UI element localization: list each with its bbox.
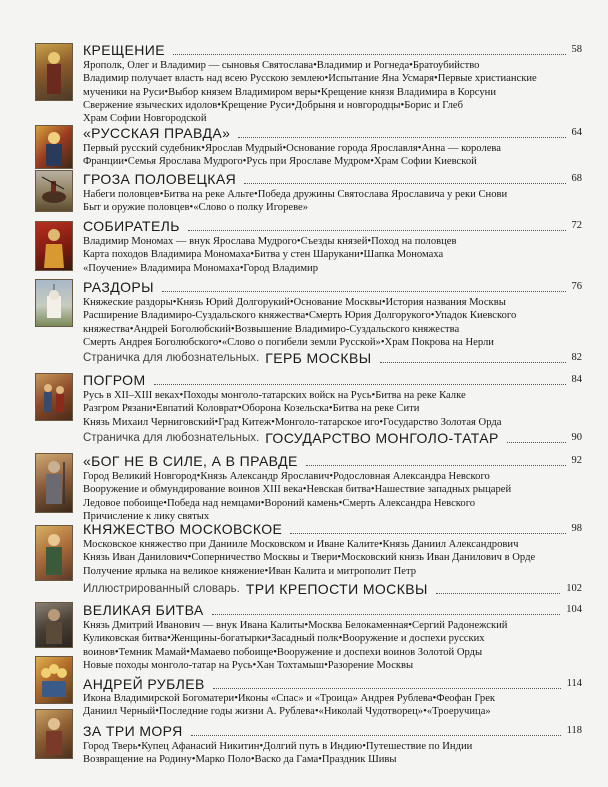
- dot-leader: [238, 136, 565, 138]
- topic-line: Князь Дмитрий Иванович — внук Ивана Калиты•Москва Белокаменная•Сергий Радонежский: [83, 620, 508, 631]
- toc-entry-heading[interactable]: [83, 453, 582, 469]
- topic-line: Московское княжество при Данииле Московском и Иване Калите•Князь Даниил Александрович: [83, 539, 519, 550]
- page-number: 114: [566, 678, 582, 689]
- horseman-thumbnail: [35, 170, 73, 212]
- moscow-thumbnail: [35, 525, 73, 581]
- topic-line: мученики на Руси•Выбор князем Владимиром веры•Крещение князя Владимира в Корсуни: [83, 86, 496, 98]
- topic-line: Ледовое побоище•Победа над немцами•Вороний камень•Смерть Александра Невского: [83, 497, 476, 509]
- chapter-title[interactable]: ВЕЛИКАЯ БИТВА: [83, 602, 204, 618]
- knight-icon: [36, 454, 72, 512]
- toc-entry-heading[interactable]: [83, 372, 582, 388]
- dot-leader: [436, 592, 560, 594]
- topic-line: Владимир получает власть над всею Русскою землею•Испытание Яна Усмаря•Первые христианские: [83, 73, 537, 85]
- topic-line: Расширение Владимиро-Суздальского княжества•Смерть Юрия Долгорукого•Упадок Киевского: [83, 310, 517, 322]
- topic-line: Разгром Рязани•Евпатий Коловрат•Оборона Козельска•Битва на реке Сити: [83, 403, 420, 415]
- chapter-title[interactable]: ТРИ КРЕПОСТИ МОСКВЫ: [245, 581, 428, 597]
- page-number: 84: [571, 374, 582, 385]
- topic-line: Первый русский судебник•Ярослав Мудрый•Основание города Ярославля•Анна — королева: [83, 143, 501, 154]
- chapter-title[interactable]: ЗА ТРИ МОРЯ: [83, 723, 183, 739]
- chapter-title[interactable]: ГОСУДАРСТВО МОНГОЛО-ТАТАР: [265, 430, 499, 446]
- page-number: 72: [571, 220, 582, 231]
- topic-line: Храм Софии Новгородской: [83, 113, 207, 125]
- battle-thumbnail: [35, 602, 73, 648]
- prince-figure-icon: [36, 222, 72, 270]
- dot-leader: [188, 229, 566, 231]
- topic-line: Новые походы монголо-татар на Русь•Хан Тохтамыш•Разорение Москвы: [83, 659, 414, 671]
- topic-line: Город Тверь•Купец Афанасий Никитин•Долгий путь в Индию•Путешествие по Индии: [83, 741, 473, 752]
- topic-line: Город Великий Новгород•Князь Александр Ярославич•Родословная Александра Невского: [83, 471, 490, 482]
- page-number: 68: [571, 173, 582, 184]
- horseman-icon: [36, 171, 72, 211]
- saint-figure-icon: [36, 44, 72, 100]
- page-number: 98: [571, 523, 582, 534]
- icon-baptism-thumbnail: [35, 43, 73, 101]
- topic-line: Князь Михаил Черниговский•Град Китеж•Монголо-татарское иго•Государство Золотая Орда: [83, 416, 502, 428]
- chapter-title[interactable]: «РУССКАЯ ПРАВДА»: [83, 125, 231, 141]
- page-number: 102: [566, 583, 582, 594]
- toc-entry-heading[interactable]: [83, 171, 582, 187]
- page-number: 82: [571, 352, 582, 363]
- topic-line: Смерть Андрея Боголюбского•«Слово о погибели земли Русской»•Храм Покрова на Нерли: [83, 336, 494, 348]
- topic-line: Франции•Семья Ярослава Мудрого•Русь при Ярославе Мудром•Храм Софии Киевской: [83, 156, 477, 168]
- toc-entry-heading[interactable]: [83, 42, 582, 58]
- dot-leader: [244, 182, 565, 184]
- dot-leader: [162, 290, 566, 292]
- chapter-title[interactable]: «БОГ НЕ В СИЛЕ, А В ПРАВДЕ: [83, 453, 298, 469]
- topic-line: Свержение языческих идолов•Крещение Руси•Добрыня и новгородцы•Борис и Глеб: [83, 99, 463, 111]
- chapter-topics: [83, 59, 537, 125]
- topic-line: Даниил Черный•Последние годы жизни А. Рублева•«Николай Чудотворец»•«Троеручица»: [83, 706, 491, 718]
- chapter-title[interactable]: КРЕЩЕНИЕ: [83, 42, 166, 58]
- chapter-title[interactable]: АНДРЕЙ РУБЛЕВ: [83, 676, 205, 692]
- section-prefix: Страничка для любознательных.: [83, 352, 260, 364]
- dot-leader: [306, 464, 566, 466]
- icon-yaroslav-thumbnail: [35, 125, 73, 169]
- dot-leader: [191, 734, 561, 736]
- toc-entry-heading[interactable]: [83, 430, 582, 446]
- dot-leader: [380, 361, 566, 363]
- topic-line: Вооружение и обмундирование воинов XIII века•Невская битва•Нашествие западных рыцарей: [83, 484, 512, 496]
- page-number: 92: [571, 455, 582, 466]
- chapter-topics: [83, 538, 536, 578]
- topic-line: Карта походов Владимира Мономаха•Битва у стен Шарукани•Шапка Мономаха: [83, 249, 444, 261]
- warrior-icon: [36, 603, 72, 647]
- section-prefix: Страничка для любознательных.: [83, 432, 260, 444]
- topic-line: Икона Владимирской Богоматери•Иконы «Спас» и «Троица» Андрея Рублева•Феофан Грек: [83, 693, 496, 704]
- prince-figure-icon: [36, 126, 72, 168]
- invasion-thumbnail: [35, 373, 73, 421]
- chapter-title[interactable]: ПОГРОМ: [83, 372, 146, 388]
- dot-leader: [290, 532, 565, 534]
- chapter-topics: [83, 692, 523, 719]
- chapter-topics: [83, 740, 523, 767]
- chapter-topics: [83, 142, 523, 169]
- topic-line: Ярополк, Олег и Владимир — сыновья Святослава•Владимир и Рогнеда•Братоубийство: [83, 60, 480, 71]
- toc-entry-heading[interactable]: [83, 218, 582, 234]
- dot-leader: [173, 53, 565, 55]
- topic-line: Русь в XII–XIII веках•Походы монголо-татарских войск на Русь•Битва на реке Калке: [83, 390, 466, 401]
- chapter-topics: [83, 188, 523, 215]
- dot-leader: [213, 687, 561, 689]
- traveler-icon: [36, 710, 72, 758]
- page-number: 104: [566, 604, 582, 615]
- topic-line: Набеги половцев•Битва на реке Альте•Победа дружины Святослава Ярославича у реки Снови: [83, 189, 508, 200]
- toc-entry-heading[interactable]: [83, 602, 582, 618]
- prince-figure-icon: [36, 526, 72, 580]
- toc-entry-heading[interactable]: [83, 676, 582, 692]
- church-icon: [36, 280, 72, 326]
- topic-line: Возвращение на Родину•Марко Поло•Васко да Гама•Праздник Шивы: [83, 754, 397, 766]
- topic-line: Причисление к лику святых: [83, 510, 210, 522]
- toc-entry-heading[interactable]: [83, 350, 582, 366]
- dot-leader: [507, 441, 566, 443]
- page-number: 90: [571, 432, 582, 443]
- topic-line: Быт и оружие половцев•«Слово о полку Игореве»: [83, 202, 309, 214]
- topic-line: княжества•Андрей Боголюбский•Возвышение Владимиро-Суздальского княжества: [83, 323, 460, 335]
- church-thumbnail: [35, 279, 73, 327]
- rublev-thumbnail: [35, 656, 73, 704]
- chapter-title[interactable]: ГРОЗА ПОЛОВЕЦКАЯ: [83, 171, 237, 187]
- page-number: 118: [566, 725, 582, 736]
- chapter-topics: [83, 619, 523, 672]
- toc-entry-heading[interactable]: [83, 581, 582, 597]
- page-number: 64: [571, 127, 582, 138]
- dot-leader: [154, 383, 566, 385]
- toc-entry-heading[interactable]: [83, 723, 582, 739]
- nikitin-thumbnail: [35, 709, 73, 759]
- topic-line: воинов•Темник Мамай•Мамаево побоище•Вооружение и доспехи воинов Золотой Орды: [83, 646, 483, 658]
- chapter-topics: [83, 296, 523, 349]
- topic-line: Получение ярлыка на великое княжение•Иван Калита и митрополит Петр: [83, 565, 417, 577]
- section-prefix: Иллюстрированный словарь.: [83, 583, 240, 595]
- chapter-topics: [83, 235, 523, 275]
- chapter-title[interactable]: РАЗДОРЫ: [83, 279, 154, 295]
- page-number: 58: [571, 44, 582, 55]
- dot-leader: [212, 613, 561, 615]
- chapter-topics: [83, 470, 523, 523]
- topic-line: Князь Иван Данилович•Соперничество Москвы и Твери•Московский князь Иван Данилович в Орде: [83, 552, 536, 564]
- toc-entry-heading[interactable]: [83, 125, 582, 141]
- topic-line: «Поучение» Владимира Мономаха•Город Владимир: [83, 262, 319, 274]
- chapter-title[interactable]: ГЕРБ МОСКВЫ: [265, 350, 372, 366]
- chapter-title[interactable]: КНЯЖЕСТВО МОСКОВСКОЕ: [83, 521, 283, 537]
- toc-entry-heading[interactable]: [83, 279, 582, 295]
- monomakh-thumbnail: [35, 221, 73, 271]
- warriors-icon: [36, 374, 72, 420]
- topic-line: Княжеские раздоры•Князь Юрий Долгорукий•Основание Москвы•История названия Москвы: [83, 297, 506, 308]
- icon-trinity-icon: [36, 657, 72, 703]
- page-number: 76: [571, 281, 582, 292]
- toc-entry-heading[interactable]: [83, 521, 582, 537]
- topic-line: Куликовская битва•Женщины-богатырки•Засадный полк•Вооружение и доспехи русских: [83, 633, 485, 645]
- nevsky-thumbnail: [35, 453, 73, 513]
- chapter-title[interactable]: СОБИРАТЕЛЬ: [83, 218, 180, 234]
- topic-line: Владимир Мономах — внук Ярослава Мудрого•Съезды князей•Поход на половцев: [83, 236, 457, 247]
- chapter-topics: [83, 389, 523, 429]
